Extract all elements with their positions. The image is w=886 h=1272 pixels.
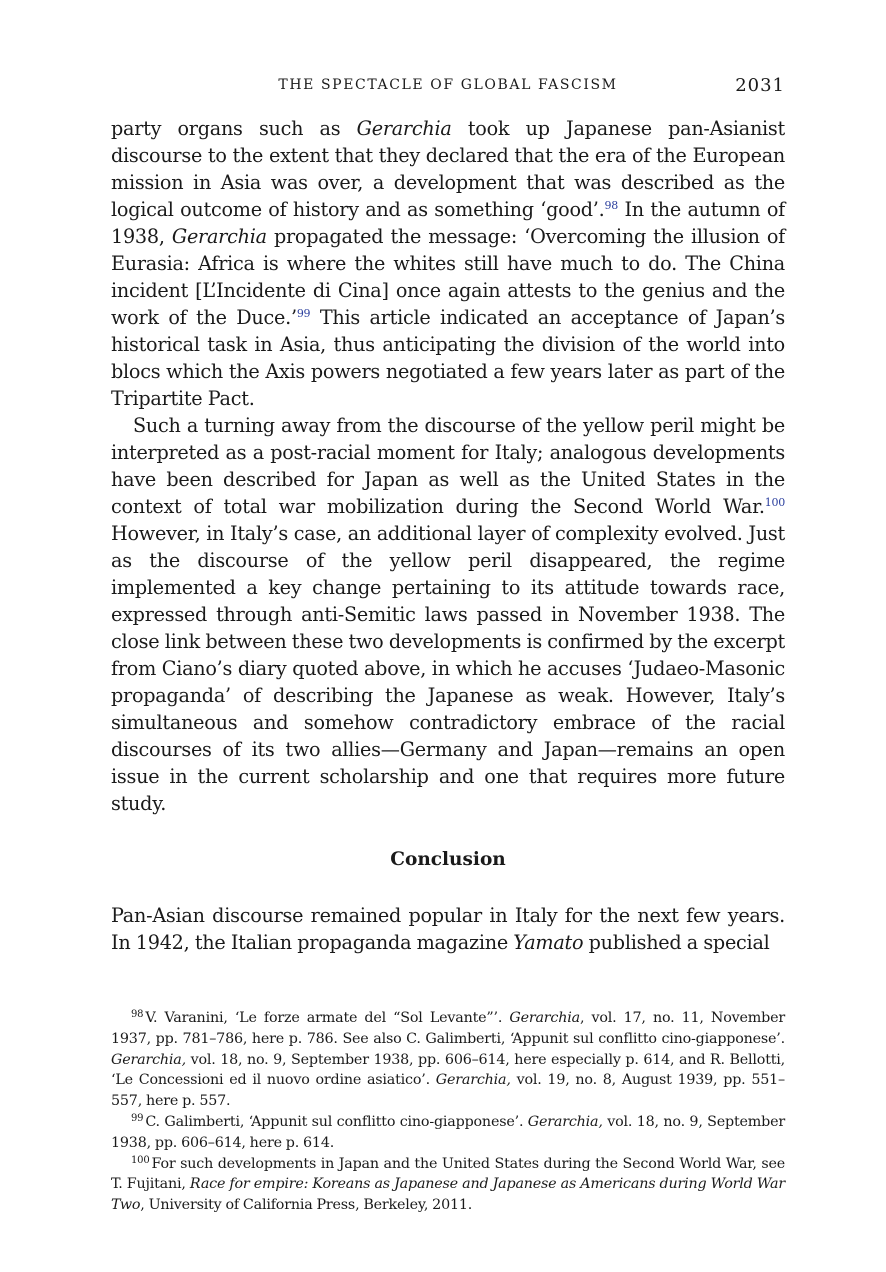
conclusion-text <box>111 902 785 956</box>
section-heading: Conclusion <box>390 849 506 870</box>
italic-book-title: Race for empire: Koreans as Japanese and Japanese as Americans during World War Two <box>111 1176 785 1214</box>
paragraph-3 <box>111 902 785 956</box>
paragraph-1 <box>111 115 785 412</box>
italic-journal-title: Gerarchia, <box>435 1072 511 1089</box>
footnote-100 <box>111 1154 785 1216</box>
text-run: C. Galimberti, ‘Appunit sul conflitto cino-giapponese’. <box>145 1113 528 1130</box>
footnote-ref-99[interactable]: 99 <box>296 307 311 320</box>
page-number: 2031 <box>735 75 785 96</box>
italic-journal-title: Gerarchia, <box>111 1051 186 1068</box>
footnote-number: 98 <box>131 1009 144 1020</box>
paragraph-2 <box>111 412 785 817</box>
italic-magazine-title: Yamato <box>513 931 584 954</box>
text-run: Pan-Asian discourse remained popular in Italy for the next few years. In 1942, the Italian propaganda magazine <box>111 904 785 954</box>
italic-journal-title: Gerarchia <box>356 117 452 140</box>
text-run: For such developments in Japan and the United States during the Second World War, see T. Fujitani, <box>111 1155 785 1193</box>
text-run: published a special <box>583 931 770 954</box>
text-run: took up Japanese pan-Asianist discourse to the extent that they declared that the era of the European mission in Asia was over, a development that was described as the logical outcome of history and as something ‘good’. <box>111 117 785 221</box>
footnote-99 <box>111 1112 785 1154</box>
footnote-98 <box>111 1008 785 1112</box>
text-run: In the autumn of 1938, <box>111 198 785 248</box>
text-run: party organs such as <box>111 117 357 140</box>
text-run: , University of California Press, Berkeley, 2011. <box>140 1197 473 1214</box>
text-run: propagated the message: ‘Overcoming the illusion of Eurasia: Africa is where the whites still have much to do. The China incident [L’Incidente di Cina] once again attests to the genius and the work of the Duce.’ <box>111 225 786 329</box>
text-run: This article indicated an acceptance of Japan’s historical task in Asia, thus anticipating the division of the world into blocs which the Axis powers negotiated a few years later as part of the Tripartite Pact. <box>111 306 785 410</box>
running-head <box>111 77 785 101</box>
footnote-number: 99 <box>131 1112 144 1124</box>
italic-journal-title: Gerarchia <box>509 1010 580 1026</box>
italic-journal-title: Gerarchia, <box>527 1113 603 1130</box>
text-run: V. Varanini, ‘Le forze armate del “Sol Levante”’. <box>145 1010 510 1026</box>
text-run: vol. 19, no. 8, August 1939, pp. 551–557, here p. 557. <box>111 1072 785 1110</box>
footnote-number: 100 <box>131 1154 150 1166</box>
text-run: However, in Italy’s case, an additional layer of complexity evolved. Just as the discourse of the yellow peril disappeared, the regime implemented a key change pertaining to its attitude towards race, expressed through anti-Semitic laws passed in November 1938. The close link between these two developments is confirmed by the excerpt from Ciano’s diary quoted above, in which he accuses ‘Judaeo-Masonic propaganda’ of describing the Japanese as weak. However, Italy’s simultaneous and somehow contradictory embrace of the racial discourses of its two allies—Germany and Japan—remains an open issue in the current scholarship and one that requires more future study. <box>111 522 785 815</box>
italic-journal-title: Gerarchia <box>171 225 267 248</box>
running-title: THE SPECTACLE OF GLOBAL FASCISM <box>278 77 618 93</box>
body-text <box>111 115 785 817</box>
footnote-ref-100[interactable]: 100 <box>764 496 785 509</box>
footnotes <box>111 1008 785 1216</box>
footnote-ref-98[interactable]: 98 <box>604 199 618 212</box>
text-run: Such a turning away from the discourse of the yellow peril might be interpreted as a post-racial moment for Italy; analogous developments have been described for Japan as well as the United States in the context of total war mobilization during the Second World War. <box>111 414 785 518</box>
text-run: vol. 18, no. 9, September 1938, pp. 606–614, here p. 614. <box>111 1113 785 1151</box>
text-run: , vol. 17, no. 11, November 1937, pp. 781–786, here p. 786. See also C. Galimberti, ‘Appunit sul conflitto cino-giapponese’. <box>111 1010 785 1047</box>
text-run: vol. 18, no. 9, September 1938, pp. 606–614, here especially p. 614, and R. Bellotti, ‘Le Concessioni ed il nuovo ordine asiatico’. <box>111 1051 785 1089</box>
